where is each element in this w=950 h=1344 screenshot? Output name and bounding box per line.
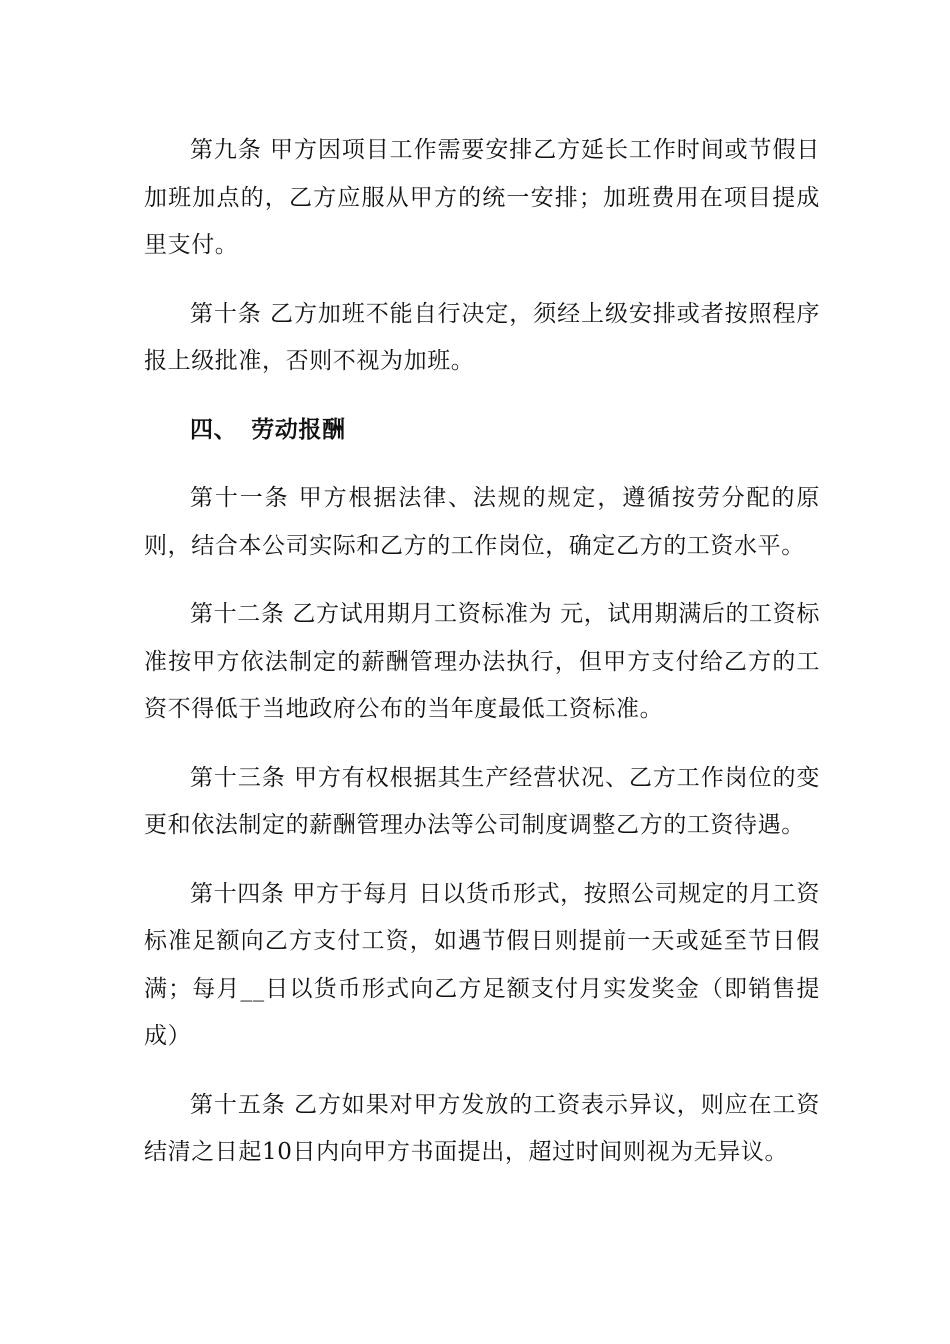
article-10: 第十条 乙方加班不能自行决定，须经上级安排或者按照程序报上级批准，否则不视为加班。 xyxy=(144,300,820,374)
document-body xyxy=(144,127,820,1198)
section-number: 四、 xyxy=(190,416,238,443)
article-13: 第十三条 甲方有权根据其生产经营状况、乙方工作岗位的变更和依法制定的薪酬管理办法等公司制度调整乙方的工资待遇。 xyxy=(144,764,820,838)
article-11: 第十一条 甲方根据法律、法规的规定，遵循按劳分配的原则，结合本公司实际和乙方的工作岗位，确定乙方的工资水平。 xyxy=(144,485,820,559)
article-14: 第十四条 甲方于每月 日以货币形式，按照公司规定的月工资标准足额向乙方支付工资，如遇节假日则提前一天或延至节日假满；每月__日以货币形式向乙方足额支付月实发奖金（即销售提成） xyxy=(144,880,820,1049)
article-9: 第九条 甲方因项目工作需要安排乙方延长工作时间或节假日加班加点的，乙方应服从甲方的统一安排；加班费用在项目提成里支付。 xyxy=(144,137,820,258)
section-heading xyxy=(144,407,820,455)
article-12: 第十二条 乙方试用期月工资标准为 元，试用期满后的工资标准按甲方依法制定的薪酬管理办法执行，但甲方支付给乙方的工资不得低于当地政府公布的当年度最低工资标准。 xyxy=(144,601,820,722)
section-title: 劳动报酬 xyxy=(251,416,346,443)
article-15: 第十五条 乙方如果对甲方发放的工资表示异议，则应在工资结清之日起10日内向甲方书面提出，超过时间则视为无异议。 xyxy=(144,1091,820,1165)
